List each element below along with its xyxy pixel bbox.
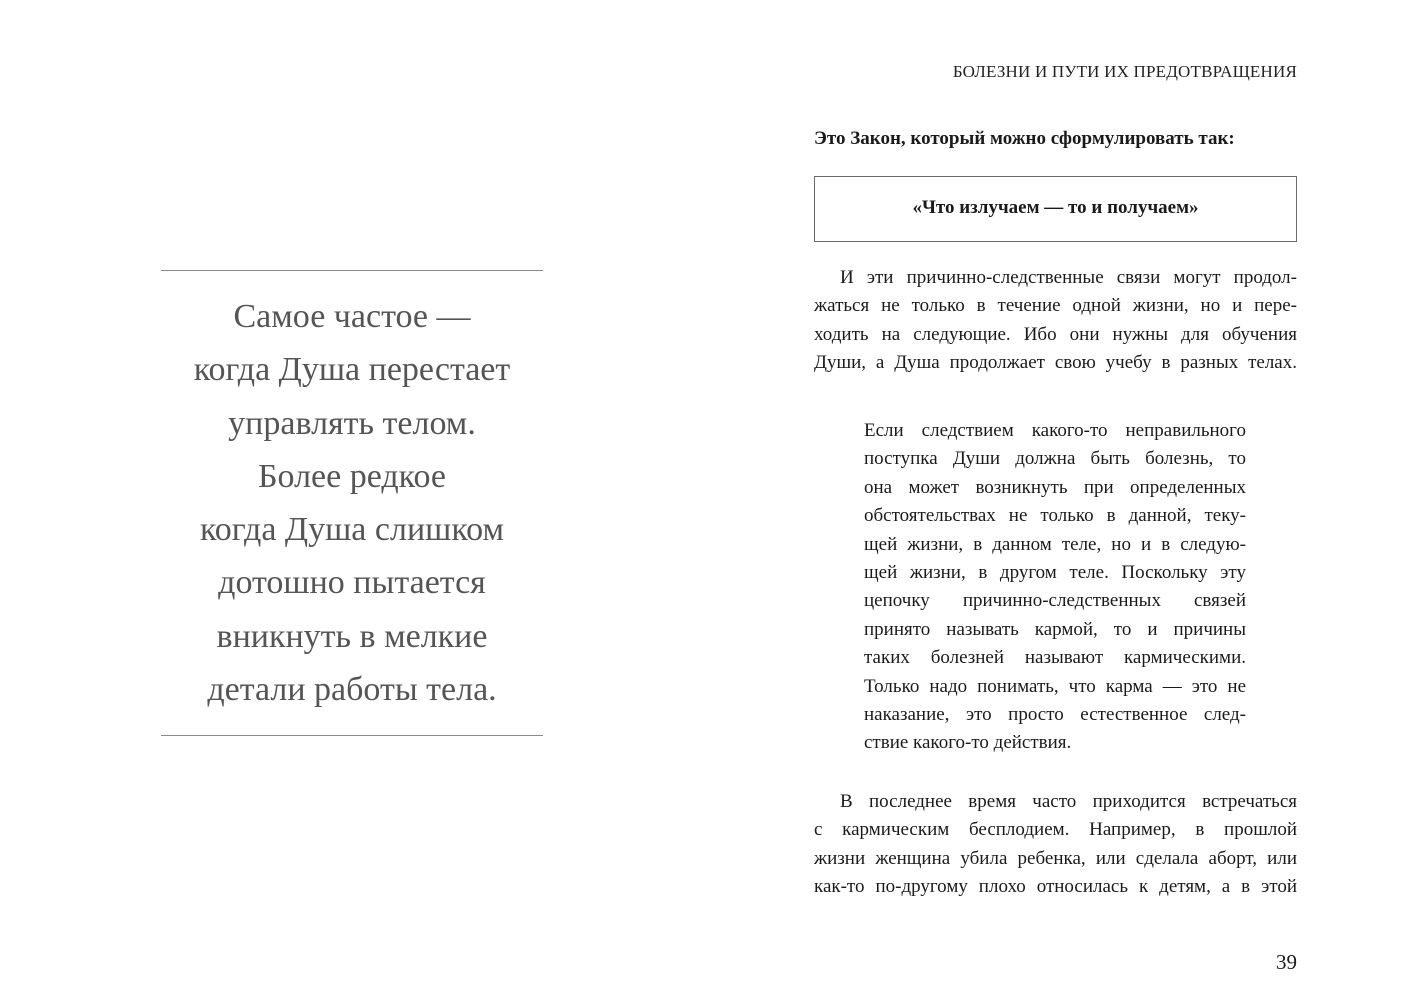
text-line: таких болезней называют кармическими. bbox=[864, 647, 1246, 669]
text-line: Только надо понимать, что карма — это не bbox=[864, 675, 1246, 697]
law-box bbox=[814, 176, 1297, 242]
paragraph-causality bbox=[814, 264, 1297, 377]
text-line: обстоятельствах не только в данной, теку- bbox=[864, 505, 1246, 527]
text-line: поступка Души должна быть болезнь, то bbox=[864, 448, 1246, 470]
text-line: щей жизни, в другом теле. Поскольку эту bbox=[864, 561, 1246, 583]
text-line: В последнее время часто приходится встречаться bbox=[840, 791, 1297, 812]
pull-quote-line: детали работы тела. bbox=[207, 671, 497, 709]
text-line: принято называть кармой, то и причины bbox=[864, 618, 1246, 640]
text-line: наказание, это просто естественное след- bbox=[864, 703, 1246, 725]
text-line: она может возникнуть при определенных bbox=[864, 476, 1246, 498]
pull-quote-text bbox=[161, 290, 543, 716]
page-number: 39 bbox=[1276, 950, 1297, 974]
pull-quote-bottom-rule bbox=[161, 735, 543, 736]
text-line: Души, а Душа продолжает свою учебу в разных телах. bbox=[814, 351, 1297, 373]
law-statement: «Что излучаем — то и получаем» bbox=[912, 197, 1199, 218]
pull-quote-line: Самое частое — bbox=[233, 298, 471, 335]
text-line: ствие какого-то действия. bbox=[864, 732, 1072, 754]
law-intro: Это Закон, который можно сформулировать так: bbox=[814, 128, 1235, 149]
pull-quote-line: управлять телом. bbox=[228, 404, 476, 442]
pull-quote-line: когда Душа перестает bbox=[193, 351, 511, 389]
paragraph-infertility bbox=[814, 788, 1297, 901]
text-line: щей жизни, в данном теле, но и в следую- bbox=[864, 533, 1246, 555]
text-line: Если следствием какого-то неправильного bbox=[864, 420, 1246, 441]
pull-quote bbox=[161, 270, 543, 736]
text-line: И эти причинно-следственные связи могут продол- bbox=[840, 267, 1297, 288]
text-line: как-то по-другому плохо относилась к детям, а в этой bbox=[814, 875, 1297, 897]
inset-paragraph-karma bbox=[864, 417, 1246, 758]
text-line: жизни женщина убила ребенка, или сделала аборт, или bbox=[814, 847, 1297, 869]
text-line: цепочку причинно-следственных связей bbox=[864, 590, 1246, 612]
running-head: БОЛЕЗНИ И ПУТИ ИХ ПРЕДОТВРАЩЕНИЯ bbox=[952, 62, 1297, 81]
pull-quote-line: Более редкое bbox=[258, 457, 446, 495]
text-line: с кармическим бесплодием. Например, в прошлой bbox=[814, 819, 1297, 841]
pull-quote-line: когда Душа слишком bbox=[200, 511, 504, 549]
pull-quote-line: вникнуть в мелкие bbox=[216, 617, 488, 655]
pull-quote-line: дотошно пытается bbox=[218, 564, 486, 602]
text-line: ходить на следующие. Ибо они нужны для обучения bbox=[814, 323, 1297, 345]
pull-quote-top-rule bbox=[161, 270, 543, 271]
text-line: жаться не только в течение одной жизни, но и пере- bbox=[814, 295, 1297, 317]
